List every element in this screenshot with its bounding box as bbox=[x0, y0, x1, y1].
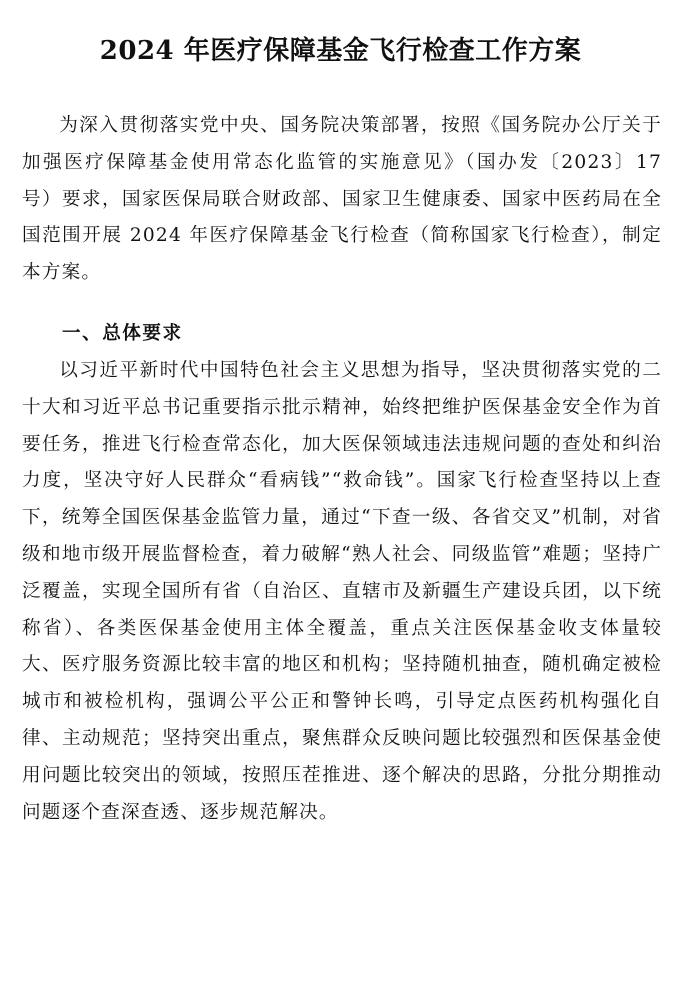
intro-paragraph: 为深入贯彻落实党中央、国务院决策部署，按照《国务院办公厅关于加强医疗保障基金使用常态化监管的实施意见》（国办发〔2023〕17 号）要求，国家医保局联合财政部、国家卫生健康委、国家中医药局在全国范围开展 2024 年医疗保障基金飞行检查（简称国家飞行检查），制定本方案。 bbox=[22, 115, 662, 284]
document-title: 2024 年医疗保障基金飞行检查工作方案 bbox=[99, 36, 582, 67]
section-heading: 一、总体要求 bbox=[62, 323, 183, 344]
section-body-paragraph: 以习近平新时代中国特色社会主义思想为指导，坚决贯彻落实党的二十大和习近平总书记重要指示批示精神，始终把维护医保基金安全作为首要任务，推进飞行检查常态化，加大医保领域违法违规问题的查处和纠治力度，坚决守好人民群众“看病钱”“救命钱”。国家飞行检查坚持以上查下，统筹全国医保基金监管力量，通过“下查一级、各省交叉”机制，对省级和地市级开展监督检查，着力破解“熟人社会、同级监管”难题；坚持广泛覆盖，实现全国所有省（自治区、直辖市及新疆生产建设兵团，以下统称省）、各类医保基金使用主体全覆盖，重点关注医保基金收支体量较大、医疗服务资源比较丰富的地区和机构；坚持随机抽查，随机确定被检城市和被检机构，强调公平公正和警钟长鸣，引导定点医药机构强化自律、主动规范；坚持突出重点，聚焦群众反映问题比较强烈和医保基金使用问题比较突出的领域，按照压茬推进、逐个解决的思路，分批分期推动问题逐个查深查透、逐步规范解决。 bbox=[22, 360, 662, 823]
